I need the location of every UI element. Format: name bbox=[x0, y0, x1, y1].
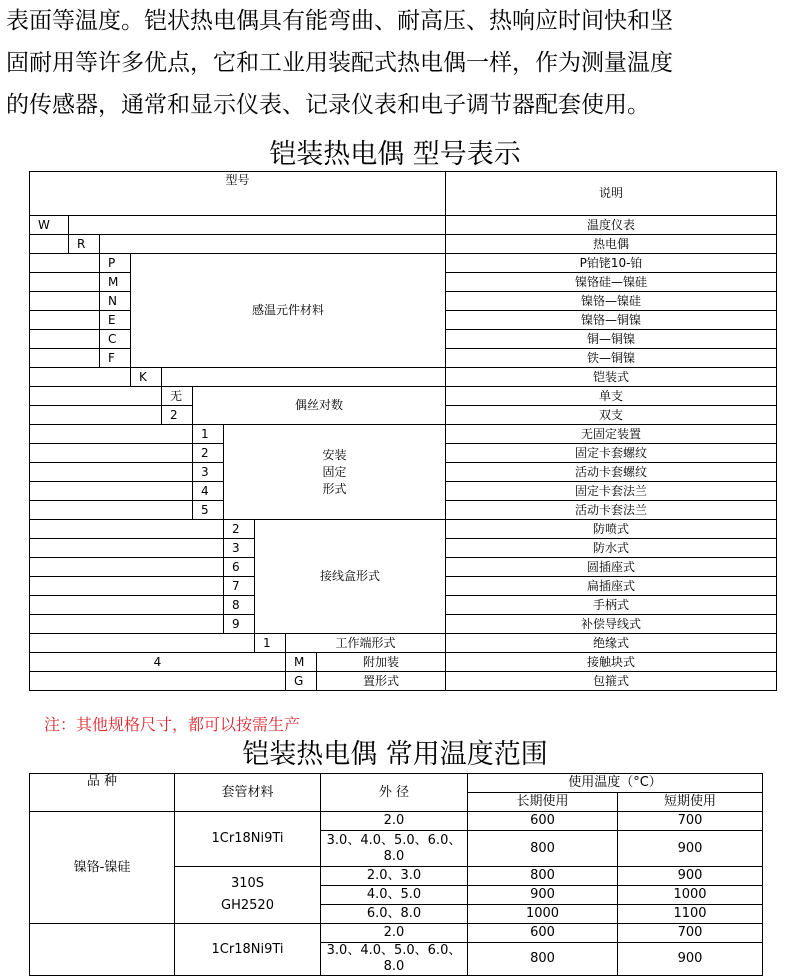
code-w: W bbox=[30, 216, 69, 235]
intro-text bbox=[6, 0, 786, 126]
desc-box-3: 防水式 bbox=[446, 539, 777, 558]
od-cell: 2.0 bbox=[321, 924, 468, 943]
label-wire-pairs: 偶丝对数 bbox=[193, 387, 446, 425]
material-cell: 1Cr18Ni9Ti bbox=[175, 812, 321, 867]
material-310s: 310S bbox=[230, 876, 265, 891]
range-table bbox=[29, 773, 763, 976]
desc-install-2: 固定卡套螺纹 bbox=[446, 444, 777, 463]
desc-r: 热电偶 bbox=[446, 235, 777, 254]
desc-work-1: 绝缘式 bbox=[446, 634, 777, 653]
intro-line: 固耐用等许多优点，它和工业用装配式热电偶一样，作为测量温度 bbox=[6, 50, 673, 76]
label-install bbox=[224, 425, 446, 520]
desc-p: P铂铑10-铂 bbox=[446, 254, 777, 273]
model-title: 铠装热电偶 型号表示 bbox=[269, 139, 521, 170]
desc-box-6: 圆插座式 bbox=[446, 558, 777, 577]
od-cell: 6.0、8.0 bbox=[321, 905, 468, 924]
desc-install-3: 活动卡套螺纹 bbox=[446, 463, 777, 482]
code-work-1: 1 bbox=[255, 634, 286, 653]
short-cell: 700 bbox=[618, 924, 763, 943]
desc-f: 铁—铜镍 bbox=[446, 349, 777, 368]
short-cell: 900 bbox=[618, 831, 763, 867]
desc-double: 双支 bbox=[446, 406, 777, 425]
code-work-m: M bbox=[286, 653, 317, 672]
desc-install-1: 无固定装置 bbox=[446, 425, 777, 444]
desc-m: 镍铬硅—镍硅 bbox=[446, 273, 777, 292]
od-cell: 2.0、3.0 bbox=[321, 867, 468, 886]
variety-cell: 镍铬-镍硅 bbox=[30, 812, 175, 924]
od-cell: 2.0 bbox=[321, 812, 468, 831]
short-cell: 900 bbox=[618, 943, 763, 976]
od-cell: 3.0、4.0、5.0、6.0、8.0 bbox=[321, 831, 468, 867]
code-install-5: 5 bbox=[193, 501, 224, 520]
long-cell: 800 bbox=[468, 867, 618, 886]
code-install-1: 1 bbox=[193, 425, 224, 444]
desc-k: 铠装式 bbox=[446, 368, 777, 387]
desc-box-2: 防喷式 bbox=[446, 520, 777, 539]
desc-e: 镍铬—铜镍 bbox=[446, 311, 777, 330]
short-cell: 900 bbox=[618, 867, 763, 886]
long-cell: 600 bbox=[468, 812, 618, 831]
code-install-2: 2 bbox=[193, 444, 224, 463]
code-e: E bbox=[100, 311, 131, 330]
label-install-2: 固定 bbox=[322, 464, 347, 479]
header-short: 短期使用 bbox=[618, 793, 763, 812]
intro-line: 的传感器，通常和显示仪表、记录仪表和电子调节器配套使用。 bbox=[6, 92, 650, 118]
intro-line: 表面等温度。铠状热电偶具有能弯曲、耐高压、热响应时间快和坚 bbox=[6, 8, 673, 34]
label-install-1: 安装 bbox=[322, 447, 347, 462]
material-gh2520: GH2520 bbox=[221, 898, 274, 913]
desc-box-8: 手柄式 bbox=[446, 596, 777, 615]
desc-c: 铜—铜镍 bbox=[446, 330, 777, 349]
desc-work-g: 包箍式 bbox=[446, 672, 777, 691]
desc-install-4: 固定卡套法兰 bbox=[446, 482, 777, 501]
code-m: M bbox=[100, 273, 131, 292]
short-cell: 1100 bbox=[618, 905, 763, 924]
desc-n: 镍铬—镍硅 bbox=[446, 292, 777, 311]
code-double: 2 bbox=[162, 406, 193, 425]
code-box-2: 2 bbox=[224, 520, 255, 539]
label-work-end: 工作端形式 bbox=[286, 634, 446, 653]
label-attach-1: 附加装 bbox=[317, 653, 446, 672]
code-install-4: 4 bbox=[193, 482, 224, 501]
code-four: 4 bbox=[30, 653, 286, 672]
long-cell: 1000 bbox=[468, 905, 618, 924]
desc-box-7: 扁插座式 bbox=[446, 577, 777, 596]
long-cell: 600 bbox=[468, 924, 618, 943]
header-material: 套管材料 bbox=[175, 774, 321, 812]
code-box-8: 8 bbox=[224, 596, 255, 615]
code-f: F bbox=[100, 349, 131, 368]
code-work-g: G bbox=[286, 672, 317, 691]
desc-w: 温度仪表 bbox=[446, 216, 777, 235]
label-junction-box: 接线盒形式 bbox=[255, 520, 446, 634]
code-install-3: 3 bbox=[193, 463, 224, 482]
desc-single: 单支 bbox=[446, 387, 777, 406]
header-od: 外 径 bbox=[321, 774, 468, 812]
production-note: 注：其他规格尺寸，都可以按需生产 bbox=[44, 715, 301, 734]
code-n: N bbox=[100, 292, 131, 311]
code-k: K bbox=[131, 368, 162, 387]
code-box-9: 9 bbox=[224, 615, 255, 634]
material-cell: 1Cr18Ni9Ti bbox=[175, 924, 321, 976]
code-box-7: 7 bbox=[224, 577, 255, 596]
header-variety: 品 种 bbox=[30, 774, 175, 812]
code-c: C bbox=[100, 330, 131, 349]
header-desc: 说明 bbox=[446, 172, 777, 216]
range-title: 铠装热电偶 常用温度范围 bbox=[242, 739, 548, 770]
code-box-6: 6 bbox=[224, 558, 255, 577]
short-cell: 700 bbox=[618, 812, 763, 831]
long-cell: 800 bbox=[468, 831, 618, 867]
label-attach-2: 置形式 bbox=[317, 672, 446, 691]
od-cell: 4.0、5.0 bbox=[321, 886, 468, 905]
desc-install-5: 活动卡套法兰 bbox=[446, 501, 777, 520]
long-cell: 900 bbox=[468, 886, 618, 905]
header-model: 型号 bbox=[30, 172, 446, 216]
model-table bbox=[29, 171, 777, 691]
header-long: 长期使用 bbox=[468, 793, 618, 812]
od-cell: 3.0、4.0、5.0、6.0、8.0 bbox=[321, 943, 468, 976]
long-cell: 800 bbox=[468, 943, 618, 976]
material-cell bbox=[175, 867, 321, 924]
short-cell: 1000 bbox=[618, 886, 763, 905]
code-box-3: 3 bbox=[224, 539, 255, 558]
label-element-material: 感温元件材料 bbox=[131, 254, 446, 368]
header-temp: 使用温度（°C） bbox=[468, 774, 763, 793]
code-single: 无 bbox=[162, 387, 193, 406]
desc-work-m: 接触块式 bbox=[446, 653, 777, 672]
code-r: R bbox=[69, 235, 100, 254]
code-p: P bbox=[100, 254, 131, 273]
desc-box-9: 补偿导线式 bbox=[446, 615, 777, 634]
label-install-3: 形式 bbox=[322, 481, 347, 496]
